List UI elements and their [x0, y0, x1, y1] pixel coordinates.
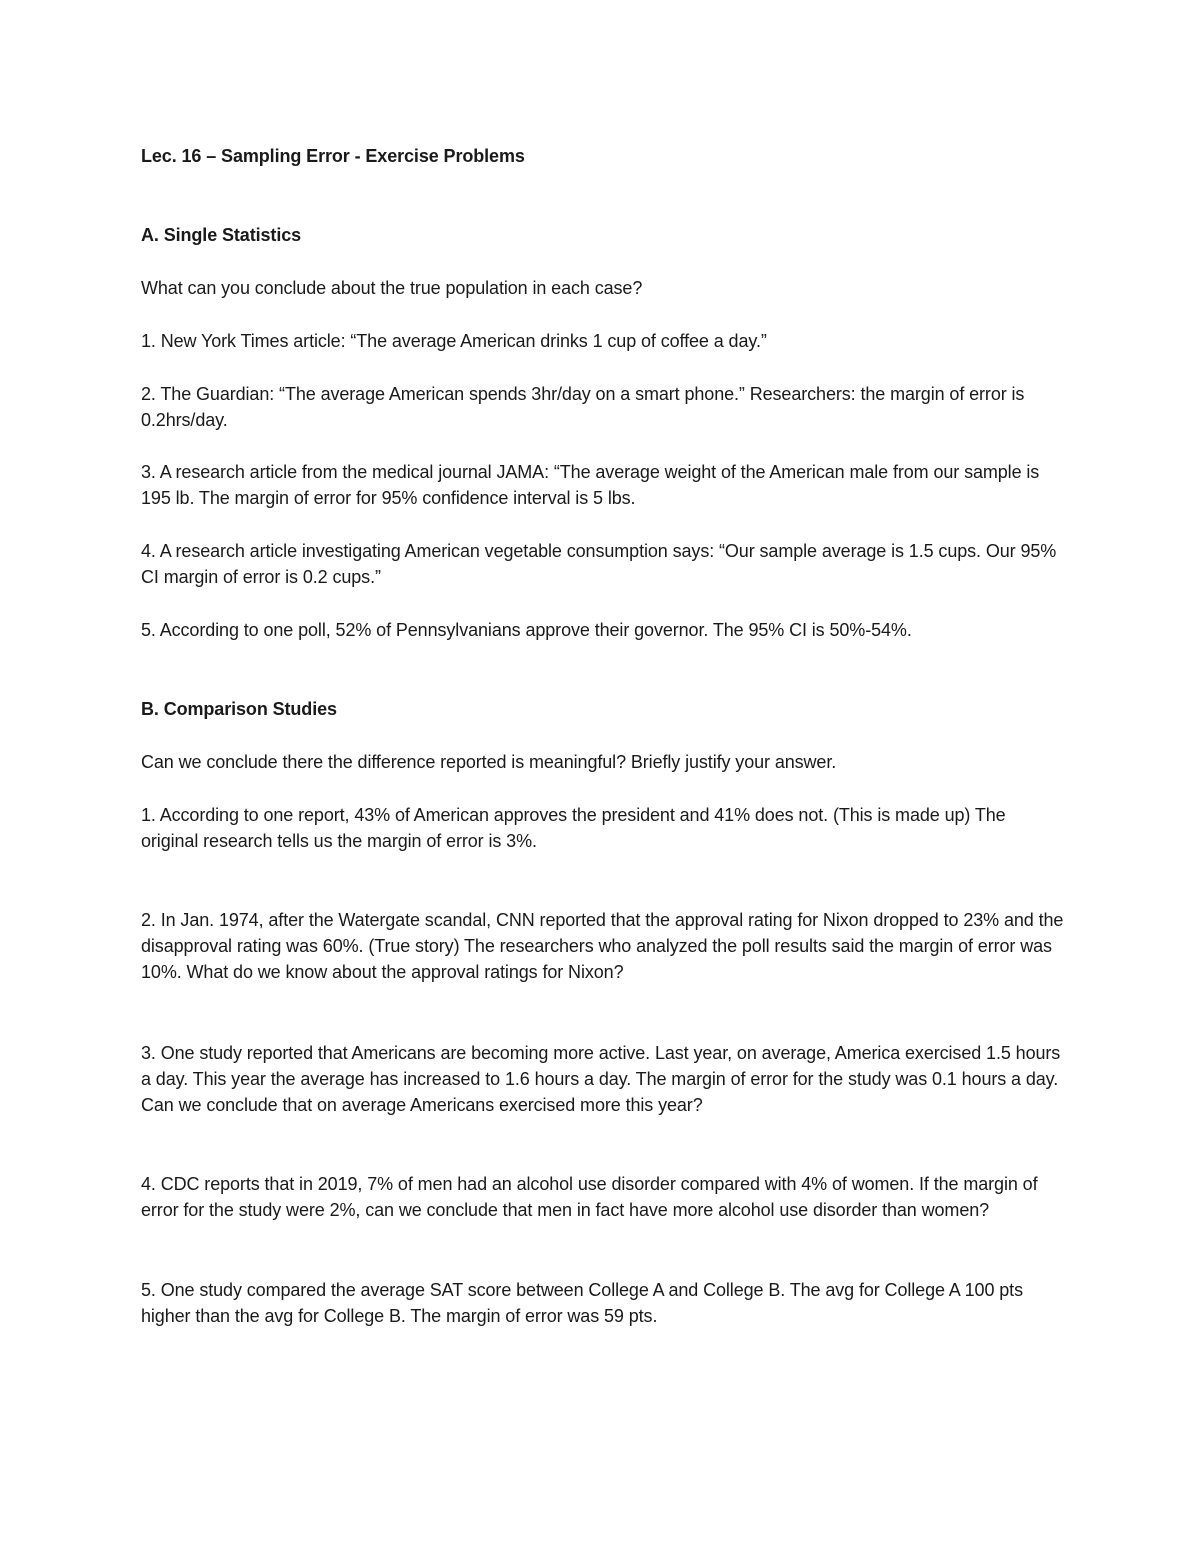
document-title: Lec. 16 – Sampling Error - Exercise Problems — [141, 146, 525, 166]
section-a-item-3: 3. A research article from the medical journal JAMA: “The average weight of the American male from our sample is 195 lb. The margin of error for 95% confidence interval is 5 lbs. — [141, 462, 1040, 508]
section-a-item-4: 4. A research article investigating American vegetable consumption says: “Our sample average is 1.5 cups. Our 95% CI margin of error is 0.2 cups.” — [141, 541, 1057, 587]
section-b-item-5: 5. One study compared the average SAT score between College A and College B. The avg for College A 100 pts higher than the avg for College B. The margin of error was 59 pts. — [141, 1280, 1023, 1326]
section-b-item-2: 2. In Jan. 1974, after the Watergate scandal, CNN reported that the approval rating for Nixon dropped to 23% and the disapproval rating was 60%. (True story) The researchers who analyzed the poll results said the margin of error was 10%. What do we know about the approval ratings for Nixon? — [141, 910, 1064, 982]
section-b-item-3: 3. One study reported that Americans are becoming more active. Last year, on average, America exercised 1.5 hours a day. This year the average has increased to 1.6 hours a day. The margin of error for the study was 0.1 hours a day. Can we conclude that on average Americans exercised more this year? — [141, 1043, 1061, 1115]
section-a-item-5: 5. According to one poll, 52% of Pennsylvanians approve their governor. The 95% CI is 50%-54%. — [141, 620, 912, 640]
section-b-heading: B. Comparison Studies — [141, 699, 337, 719]
section-b-item-4: 4. CDC reports that in 2019, 7% of men had an alcohol use disorder compared with 4% of women. If the margin of error for the study were 2%, can we conclude that men in fact have more alcohol use disorder than women? — [141, 1174, 1038, 1220]
section-a-heading: A. Single Statistics — [141, 225, 302, 245]
section-a-item-1: 1. New York Times article: “The average American drinks 1 cup of coffee a day.” — [141, 331, 767, 351]
section-b-prompt: Can we conclude there the difference reported is meaningful? Briefly justify your answer. — [141, 752, 837, 772]
section-b-item-1: 1. According to one report, 43% of American approves the president and 41% does not. (This is made up) The original research tells us the margin of error is 3%. — [141, 805, 1006, 851]
section-a-prompt: What can you conclude about the true population in each case? — [141, 278, 643, 298]
section-a-item-2: 2. The Guardian: “The average American spends 3hr/day on a smart phone.” Researchers: the margin of error is 0.2hrs/day. — [141, 384, 1025, 430]
